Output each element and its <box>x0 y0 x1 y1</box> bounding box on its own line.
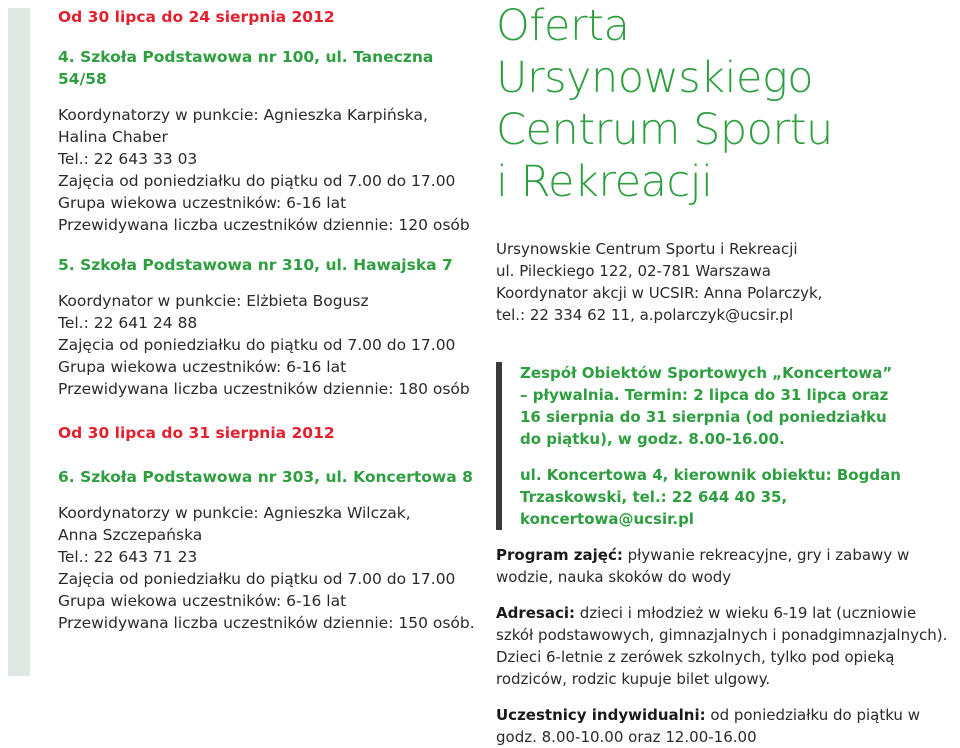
facility-line-1: Zespół Obiektów Sportowych „Koncertowa” <box>520 364 893 382</box>
facility-box <box>496 362 956 530</box>
org-name: Ursynowskie Centrum Sportu i Rekreacji <box>496 240 798 258</box>
facility-line-5: ul. Koncertowa 4, kierownik obiektu: Bogdan <box>520 466 901 484</box>
school-6-coordinators-2: Anna Szczepańska <box>58 526 203 544</box>
school-4-title: 4. Szkoła Podstawowa nr 100, ul. Taneczna 54/58 <box>58 48 434 88</box>
facility-line-6: Trzaskowski, tel.: 22 644 40 35, koncertowa@ucsir.pl <box>520 488 788 528</box>
school-5-count: Przewidywana liczba uczestników dziennie: 180 osób <box>58 380 470 398</box>
org-coordinator: Koordynator akcji w UCSIR: Anna Polarczyk, <box>496 284 823 302</box>
adresaci-paragraph <box>496 602 956 690</box>
school-4-hours: Zajęcia od poniedziałku do piątku od 7.00 do 17.00 <box>58 172 456 190</box>
school-4-age: Grupa wiekowa uczestników: 6-16 lat <box>58 194 347 212</box>
school-5-age: Grupa wiekowa uczestników: 6-16 lat <box>58 358 347 376</box>
adresaci-text: dzieci i młodzież w wieku 6-19 lat (uczniowie szkół podstawowych, gimnazjalnych i ponadgimnazjalnych). Dzieci 6-letnie z zerówek szkolnych, tylko pod opieką rodziców, rodzic kupuje bilet ulgowy. <box>496 604 948 688</box>
offer-title-line-3: i Rekreacji <box>496 157 713 207</box>
school-4-coordinators: Koordynatorzy w punkcie: Agnieszka Karpińska, Halina Chaber <box>58 106 428 146</box>
org-address: ul. Pileckiego 122, 02-781 Warszawa <box>496 262 771 280</box>
offer-title-line-1: Oferta Ursynowskiego <box>496 1 814 103</box>
left-column <box>58 6 478 634</box>
program-text: pływanie rekreacyjne, gry i zabawy w wodzie, nauka skoków do wody <box>496 546 910 586</box>
program-paragraph <box>496 544 956 588</box>
school-4-count: Przewidywana liczba uczestników dziennie: 120 osób <box>58 216 470 234</box>
school-6-count: Przewidywana liczba uczestników dziennie: 150 osób. <box>58 614 475 632</box>
school-6-phone: Tel.: 22 643 71 23 <box>58 548 198 566</box>
indywidualni-paragraph <box>496 704 956 748</box>
school-4-phone: Tel.: 22 643 33 03 <box>58 150 198 168</box>
indywidualni-label: Uczestnicy indywidualni: <box>496 706 706 724</box>
school-5-title: 5. Szkoła Podstawowa nr 310, ul. Hawajska 7 <box>58 256 453 274</box>
side-strip <box>8 8 30 676</box>
right-column <box>496 0 956 748</box>
school-5-hours: Zajęcia od poniedziałku do piątku od 7.00 do 17.00 <box>58 336 456 354</box>
facility-line-2: – pływalnia. Termin: 2 lipca do 31 lipca oraz <box>520 386 889 404</box>
adresaci-label: Adresaci: <box>496 604 575 622</box>
org-contact: tel.: 22 334 62 11, a.polarczyk@ucsir.pl <box>496 306 794 324</box>
school-6-coordinators: Koordynatorzy w punkcie: Agnieszka Wilczak, <box>58 504 411 522</box>
period-heading-2: Od 30 lipca do 31 sierpnia 2012 <box>58 424 335 442</box>
school-6-age: Grupa wiekowa uczestników: 6-16 lat <box>58 592 347 610</box>
school-6-title: 6. Szkoła Podstawowa nr 303, ul. Koncertowa 8 <box>58 468 473 486</box>
period-heading-1: Od 30 lipca do 24 sierpnia 2012 <box>58 8 335 26</box>
school-5-coordinator: Koordynator w punkcie: Elżbieta Bogusz <box>58 292 369 310</box>
indywidualni-text: od poniedziałku do piątku w godz. 8.00-10.00 oraz 12.00-16.00 <box>496 706 920 746</box>
offer-title-line-2: Centrum Sportu <box>496 105 833 155</box>
program-label: Program zajęć: <box>496 546 623 564</box>
school-5-phone: Tel.: 22 641 24 88 <box>58 314 198 332</box>
school-6-hours: Zajęcia od poniedziałku do piątku od 7.00 do 17.00 <box>58 570 456 588</box>
facility-line-3: 16 sierpnia do 31 sierpnia (od poniedziałku <box>520 408 887 426</box>
facility-line-4: do piątku), w godz. 8.00-16.00. <box>520 430 785 448</box>
